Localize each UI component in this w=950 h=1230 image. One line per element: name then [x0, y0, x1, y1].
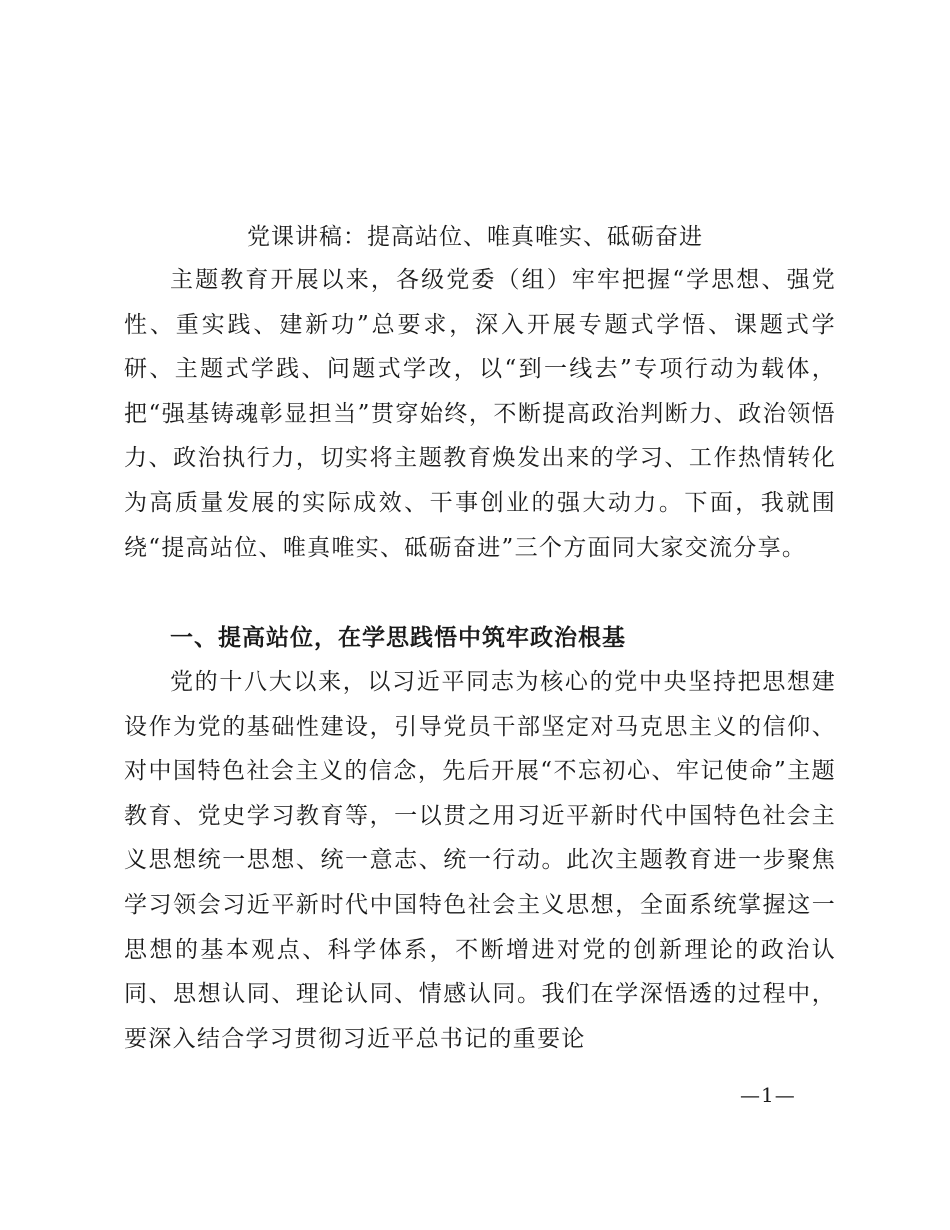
section-paragraph: 党的十八大以来，以习近平同志为核心的党中央坚持把思想建设作为党的基础性建设，引导党员干部坚定对马克思主义的信仰、对中国特色社会主义的信念，先后开展“不忘初心、牢记使命”主题教育、党史学习教育等，一以贯之用习近平新时代中国特色社会主义思想统一思想、统一意志、统一行动。此次主题教育进一步聚焦学习领会习近平新时代中国特色社会主义思想，全面系统掌握这一思想的基本观点、科学体系，不断增进对党的创新理论的政治认同、思想认同、理论认同、情感认同。我们在学深悟透的过程中，要深入结合学习贯彻习近平总书记的重要论	[124, 669, 836, 1052]
section-heading: 一、提高站位，在学思践悟中筑牢政治根基	[170, 625, 626, 651]
page-number: —1—	[740, 1083, 796, 1107]
intro-paragraph: 主题教育开展以来，各级党委（组）牢牢把握“学思想、强党性、重实践、建新功”总要求，深入开展专题式学悟、课题式学研、主题式学践、问题式学改，以“到一线去”专项行动为载体，把“强基铸魂彰显担当”贯穿始终，不断提高政治判断力、政治领悟力、政治执行力，切实将主题教育焕发出来的学习、工作热情转化为高质量发展的实际成效、干事创业的强大动力。下面，我就围绕“提高站位、唯真唯实、砥砺奋进”三个方面同大家交流分享。	[124, 267, 836, 561]
document-title: 党课讲稿：提高站位、唯真唯实、砥砺奋进	[247, 224, 703, 250]
